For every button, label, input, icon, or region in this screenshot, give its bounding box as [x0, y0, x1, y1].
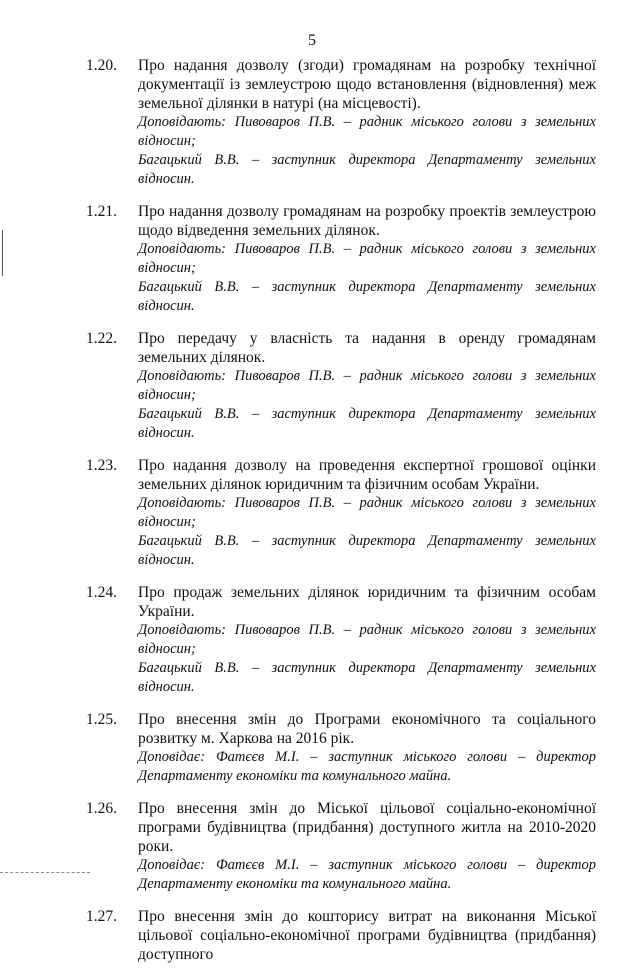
- item-speaker: Доповідають: Пивоваров П.В. – радник міського голови з земельних відносин;: [138, 622, 596, 657]
- item-speaker: Багацький В.В. – заступник директора Департаменту земельних відносин.: [138, 533, 596, 568]
- item-body: [138, 907, 596, 964]
- scan-artifact-dashes: [0, 872, 90, 874]
- agenda-item: [0, 907, 624, 964]
- scan-artifact-line: [2, 230, 3, 276]
- item-title: Про надання дозволу громадянам на розробку проектів землеустрою щодо відведення земельних ділянок.: [138, 203, 596, 239]
- item-number: 1.20.: [86, 57, 117, 74]
- item-title: Про надання дозволу на проведення експертної грошової оцінки земельних ділянок юридичним та фізичним особам України.: [138, 457, 596, 493]
- item-speaker: Доповідають: Пивоваров П.В. – радник міського голови з земельних відносин;: [138, 495, 596, 530]
- item-speaker: Багацький В.В. – заступник директора Департаменту земельних відносин.: [138, 660, 596, 695]
- item-number: 1.23.: [86, 457, 117, 474]
- item-speaker: Багацький В.В. – заступник директора Департаменту земельних відносин.: [138, 152, 596, 187]
- item-number: 1.26.: [86, 800, 117, 817]
- item-title: Про передачу у власність та надання в оренду громадянам земельних ділянок.: [138, 330, 596, 366]
- item-title: Про внесення змін до Програми економічного та соціального розвитку м. Харкова на 2016 рік.: [138, 711, 596, 747]
- item-speaker: Доповідають: Пивоваров П.В. – радник міського голови з земельних відносин;: [138, 368, 596, 403]
- item-title: Про внесення змін до кошторису витрат на виконання Міської цільової соціально-економічної програми будівництва (придбання) доступного: [138, 908, 596, 963]
- item-number: 1.25.: [86, 711, 117, 728]
- agenda-item: [0, 56, 624, 189]
- page-number: 5: [308, 32, 316, 49]
- item-body: [138, 202, 596, 316]
- item-body: [138, 329, 596, 443]
- item-title: Про продаж земельних ділянок юридичним та фізичним особам України.: [138, 584, 596, 620]
- agenda-item: [0, 799, 624, 894]
- item-title: Про внесення змін до Міської цільової соціально-економічної програми будівництва (придбання) доступного житла на 2010-2020 роки.: [138, 800, 596, 855]
- item-speaker: Доповідає: Фатєєв М.І. – заступник міського голови – директор Департаменту економіки та комунального майна.: [138, 857, 596, 892]
- agenda-list: [0, 56, 624, 977]
- item-number: 1.22.: [86, 330, 117, 347]
- item-body: [138, 56, 596, 189]
- agenda-item: [0, 202, 624, 316]
- item-speaker: Багацький В.В. – заступник директора Департаменту земельних відносин.: [138, 279, 596, 314]
- agenda-item: [0, 710, 624, 786]
- item-body: [138, 456, 596, 570]
- item-number: 1.24.: [86, 584, 117, 601]
- item-speaker: Доповідають: Пивоваров П.В. – радник міського голови з земельних відносин;: [138, 241, 596, 276]
- agenda-item: [0, 583, 624, 697]
- item-number: 1.21.: [86, 203, 117, 220]
- item-body: [138, 710, 596, 786]
- item-title: Про надання дозволу (згоди) громадянам на розробку технічної документації із землеустрою щодо встановлення (відновлення) меж земельної ділянки в натурі (на місцевості).: [138, 57, 596, 112]
- item-body: [138, 583, 596, 697]
- item-speaker: Багацький В.В. – заступник директора Департаменту земельних відносин.: [138, 406, 596, 441]
- agenda-item: [0, 329, 624, 443]
- item-body: [138, 799, 596, 894]
- item-speaker: Доповідає: Фатєєв М.І. – заступник міського голови – директор Департаменту економіки та комунального майна.: [138, 749, 596, 784]
- agenda-item: [0, 456, 624, 570]
- item-speaker: Доповідають: Пивоваров П.В. – радник міського голови з земельних відносин;: [138, 114, 596, 149]
- item-number: 1.27.: [86, 908, 117, 925]
